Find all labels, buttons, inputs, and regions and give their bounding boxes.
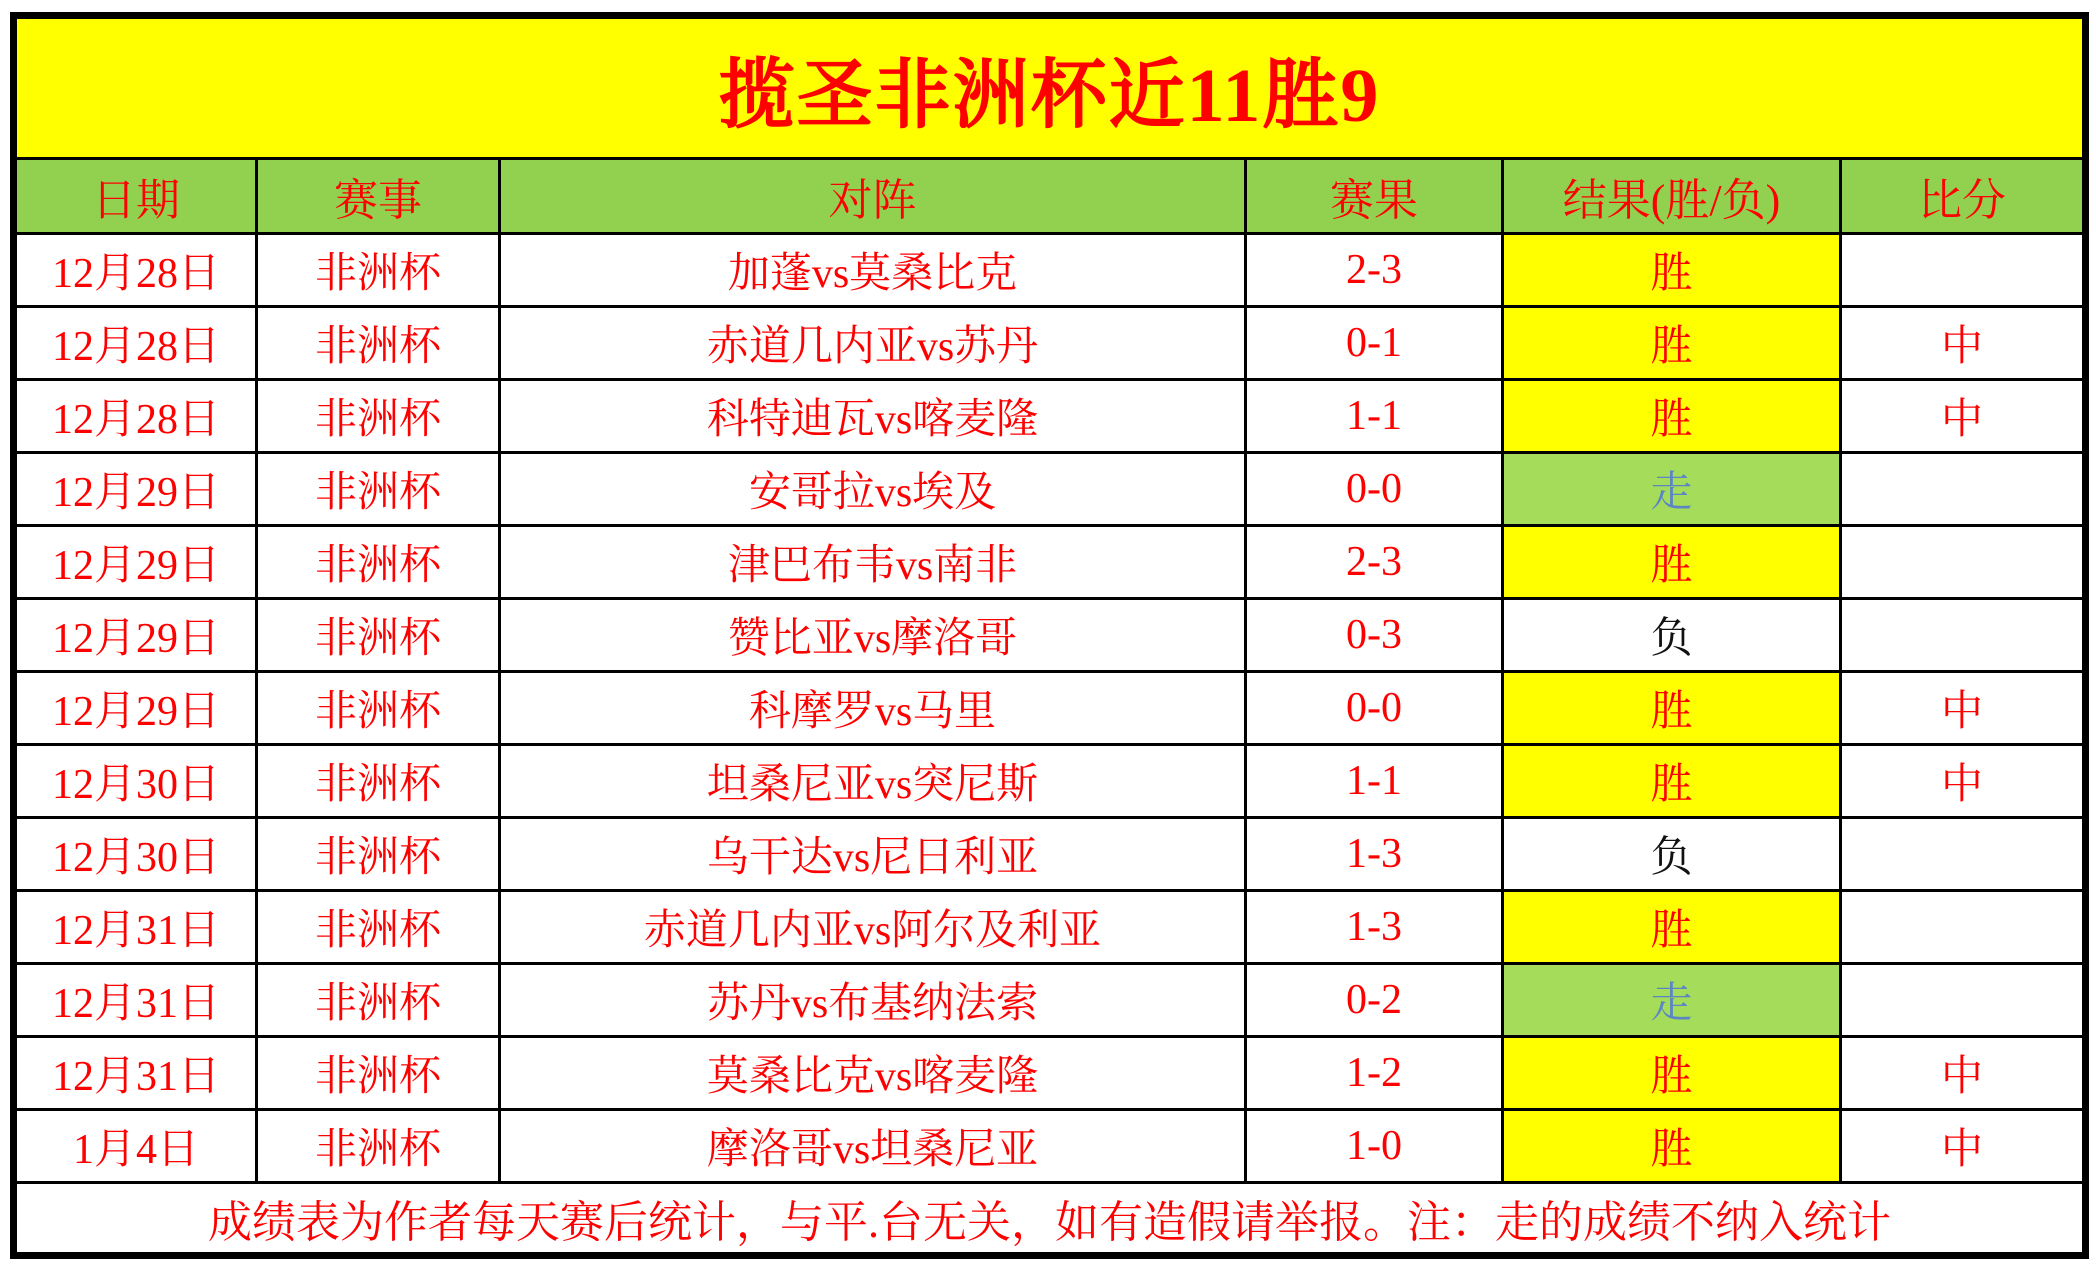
hit-cell: 中 <box>1841 307 2086 380</box>
result-cell: 胜 <box>1503 891 1841 964</box>
hit-cell <box>1841 964 2086 1037</box>
table-row <box>14 234 2086 307</box>
event-cell: 非洲杯 <box>257 380 500 453</box>
hit-cell <box>1841 818 2086 891</box>
result-cell: 胜 <box>1503 672 1841 745</box>
result-cell: 胜 <box>1503 307 1841 380</box>
score-cell: 0-0 <box>1246 672 1503 745</box>
hit-cell <box>1841 526 2086 599</box>
result-cell: 胜 <box>1503 1037 1841 1110</box>
score-cell: 2-3 <box>1246 526 1503 599</box>
score-cell: 0-1 <box>1246 307 1503 380</box>
score-cell: 1-1 <box>1246 745 1503 818</box>
result-cell: 胜 <box>1503 234 1841 307</box>
table-row <box>14 453 2086 526</box>
event-cell: 非洲杯 <box>257 964 500 1037</box>
table-row <box>14 307 2086 380</box>
table-row <box>14 1110 2086 1183</box>
hit-cell: 中 <box>1841 1110 2086 1183</box>
footer <box>14 1183 2086 1256</box>
event-cell: 非洲杯 <box>257 1037 500 1110</box>
banner <box>14 16 2086 159</box>
table-row <box>14 526 2086 599</box>
event-cell: 非洲杯 <box>257 1110 500 1183</box>
date-cell: 1月4日 <box>14 1110 257 1183</box>
match-cell: 科特迪瓦vs喀麦隆 <box>500 380 1246 453</box>
match-cell: 乌干达vs尼日利亚 <box>500 818 1246 891</box>
event-cell: 非洲杯 <box>257 234 500 307</box>
table-row <box>14 818 2086 891</box>
date-cell: 12月31日 <box>14 891 257 964</box>
match-cell: 赤道几内亚vs阿尔及利亚 <box>500 891 1246 964</box>
table-row <box>14 672 2086 745</box>
column-header-date: 日期 <box>14 159 257 234</box>
date-cell: 12月29日 <box>14 526 257 599</box>
match-cell: 科摩罗vs马里 <box>500 672 1246 745</box>
date-cell: 12月29日 <box>14 599 257 672</box>
score-cell: 1-3 <box>1246 818 1503 891</box>
result-cell: 胜 <box>1503 380 1841 453</box>
date-cell: 12月29日 <box>14 453 257 526</box>
event-cell: 非洲杯 <box>257 453 500 526</box>
column-header-row <box>14 159 2086 234</box>
results-table <box>10 12 2089 1259</box>
result-cell: 负 <box>1503 599 1841 672</box>
column-header-event: 赛事 <box>257 159 500 234</box>
result-cell: 走 <box>1503 964 1841 1037</box>
column-header-hit: 比分 <box>1841 159 2086 234</box>
table-row <box>14 891 2086 964</box>
match-cell: 摩洛哥vs坦桑尼亚 <box>500 1110 1246 1183</box>
score-cell: 1-0 <box>1246 1110 1503 1183</box>
hit-cell <box>1841 234 2086 307</box>
match-cell: 加蓬vs莫桑比克 <box>500 234 1246 307</box>
column-header-match: 对阵 <box>500 159 1246 234</box>
footer-note: 成绩表为作者每天赛后统计，与平.台无关，如有造假请举报。注：走的成绩不纳入统计 <box>14 1183 2086 1256</box>
score-cell: 0-0 <box>1246 453 1503 526</box>
page-title: 揽圣非洲杯近11胜9 <box>14 16 2086 159</box>
score-cell: 1-1 <box>1246 380 1503 453</box>
date-cell: 12月31日 <box>14 1037 257 1110</box>
result-cell: 走 <box>1503 453 1841 526</box>
date-cell: 12月28日 <box>14 307 257 380</box>
column-header-result: 结果(胜/负) <box>1503 159 1841 234</box>
hit-cell: 中 <box>1841 745 2086 818</box>
date-cell: 12月28日 <box>14 380 257 453</box>
hit-cell: 中 <box>1841 380 2086 453</box>
event-cell: 非洲杯 <box>257 672 500 745</box>
hit-cell: 中 <box>1841 672 2086 745</box>
event-cell: 非洲杯 <box>257 745 500 818</box>
event-cell: 非洲杯 <box>257 526 500 599</box>
date-cell: 12月30日 <box>14 745 257 818</box>
match-cell: 赤道几内亚vs苏丹 <box>500 307 1246 380</box>
hit-cell: 中 <box>1841 1037 2086 1110</box>
table-row <box>14 1037 2086 1110</box>
hit-cell <box>1841 891 2086 964</box>
table-row <box>14 599 2086 672</box>
event-cell: 非洲杯 <box>257 307 500 380</box>
event-cell: 非洲杯 <box>257 599 500 672</box>
event-cell: 非洲杯 <box>257 891 500 964</box>
result-cell: 胜 <box>1503 1110 1841 1183</box>
date-cell: 12月31日 <box>14 964 257 1037</box>
match-cell: 安哥拉vs埃及 <box>500 453 1246 526</box>
score-cell: 0-3 <box>1246 599 1503 672</box>
result-cell: 负 <box>1503 818 1841 891</box>
match-cell: 莫桑比克vs喀麦隆 <box>500 1037 1246 1110</box>
result-cell: 胜 <box>1503 526 1841 599</box>
score-cell: 2-3 <box>1246 234 1503 307</box>
hit-cell <box>1841 453 2086 526</box>
date-cell: 12月29日 <box>14 672 257 745</box>
table-row <box>14 380 2086 453</box>
match-cell: 赞比亚vs摩洛哥 <box>500 599 1246 672</box>
score-cell: 1-3 <box>1246 891 1503 964</box>
table-row <box>14 745 2086 818</box>
match-cell: 津巴布韦vs南非 <box>500 526 1246 599</box>
match-cell: 坦桑尼亚vs突尼斯 <box>500 745 1246 818</box>
event-cell: 非洲杯 <box>257 818 500 891</box>
score-cell: 1-2 <box>1246 1037 1503 1110</box>
results-body <box>14 234 2086 1183</box>
result-cell: 胜 <box>1503 745 1841 818</box>
date-cell: 12月28日 <box>14 234 257 307</box>
column-header-score: 赛果 <box>1246 159 1503 234</box>
score-cell: 0-2 <box>1246 964 1503 1037</box>
table-row <box>14 964 2086 1037</box>
match-cell: 苏丹vs布基纳法索 <box>500 964 1246 1037</box>
hit-cell <box>1841 599 2086 672</box>
date-cell: 12月30日 <box>14 818 257 891</box>
